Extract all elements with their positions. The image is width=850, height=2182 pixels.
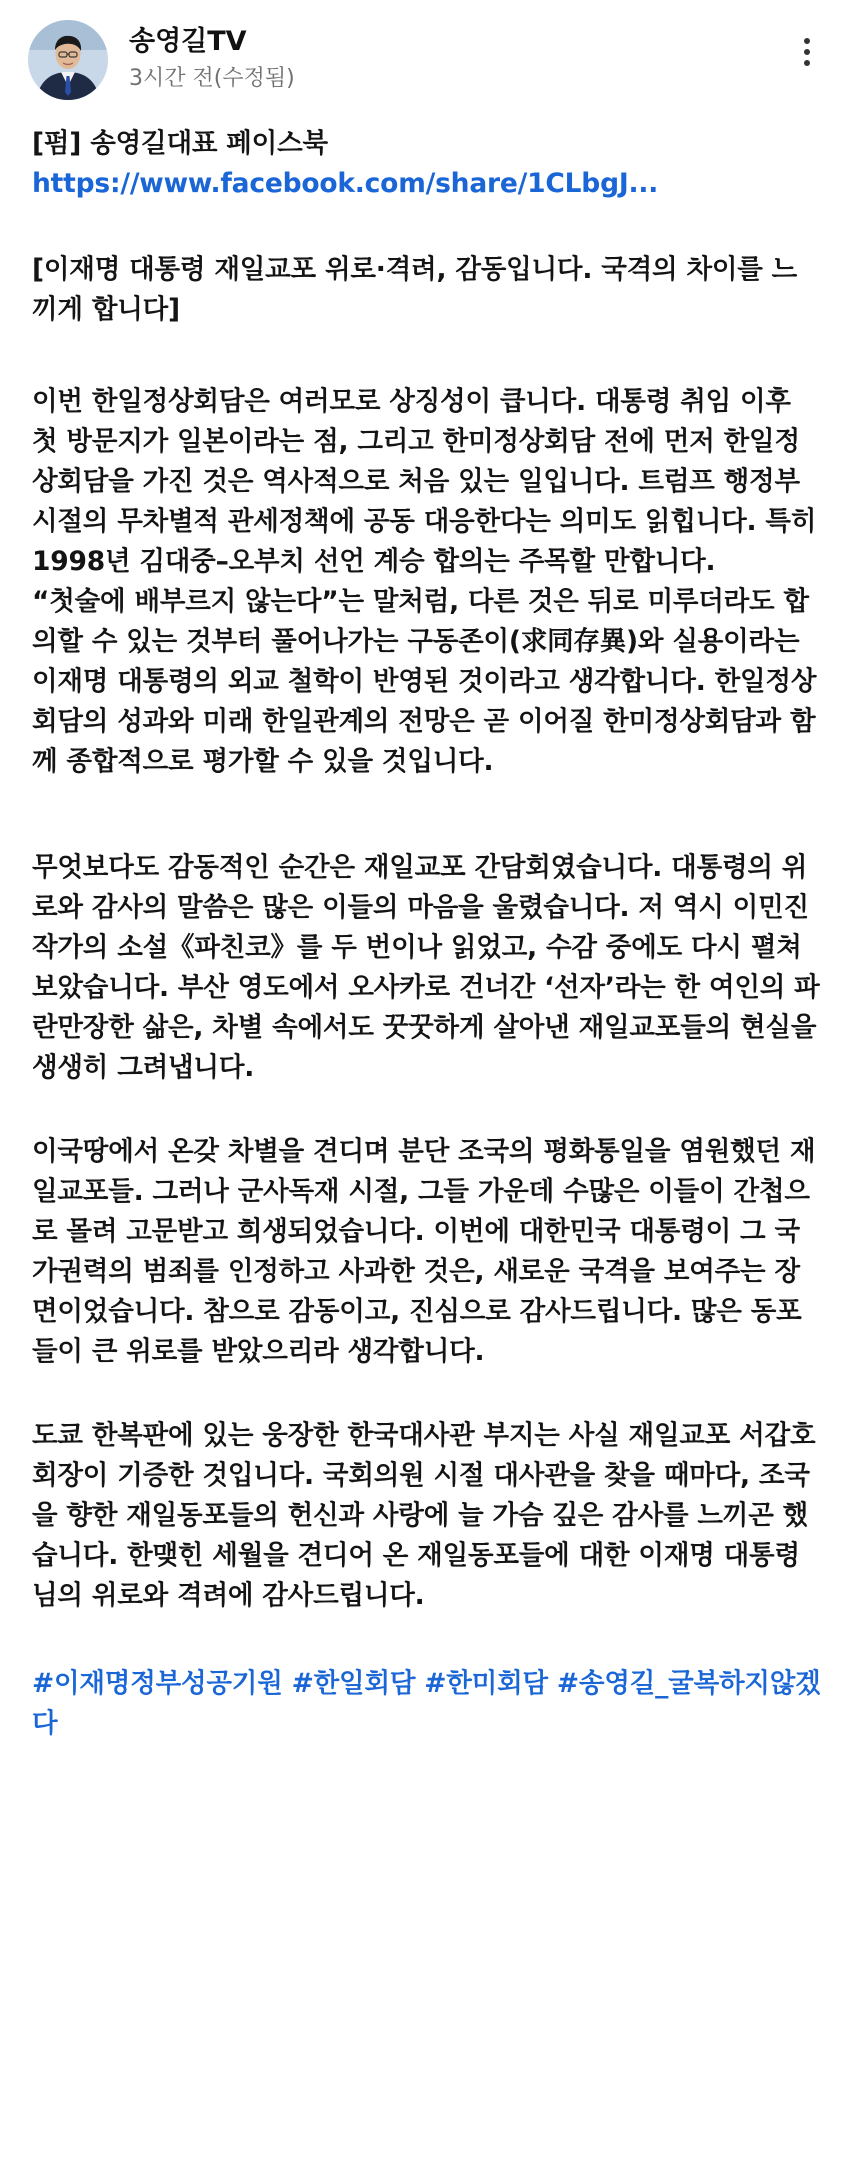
- post-timestamp: 3시간 전(수정됨): [129, 66, 295, 91]
- paragraph: 이번 한일정상회담은 여러모로 상징성이 큽니다. 대통령 취임 이후 첫 방문지가 일본이라는 점, 그리고 한미정상회담 전에 먼저 한일정상회담을 가진 것은 역사적으로 처음 있는 일입니다. 트럼프 행정부 시절의 무차별적 관세정책에 공동 대응한다는 의미도 읽힙니다. 특히 1998년 김대중–오부치 선언 계승 합의는 주목할 만합니다.: [32, 386, 817, 577]
- paragraph: 무엇보다도 감동적인 순간은 재일교포 간담회였습니다. 대통령의 위로와 감사의 말씀은 많은 이들의 마음을 울렸습니다. 저 역시 이민진 작가의 소설《파친코》를 두 번이나 읽었고, 수감 중에도 다시 펼쳐보았습니다. 부산 영도에서 오사카로 건너간 ‘선자’라는 한 여인의 파란만장한 삶은, 차별 속에서도 꿋꿋하게 살아낸 재일교포들의 현실을 생생히 그려냅니다.: [32, 852, 820, 1083]
- hashtag-link[interactable]: #이재명정부성공기원: [32, 1668, 283, 1699]
- share-label: [펌] 송영길대표 페이스북: [32, 128, 328, 159]
- avatar-photo: [28, 20, 108, 100]
- more-options-icon: [804, 49, 810, 55]
- post-body: [32, 124, 822, 1744]
- avatar[interactable]: [28, 20, 108, 100]
- paragraph: 도쿄 한복판에 있는 웅장한 한국대사관 부지는 사실 재일교포 서갑호 회장이 기증한 것입니다. 국회의원 시절 대사관을 찾을 때마다, 조국을 향한 재일동포들의 헌신과 사랑에 늘 가슴 깊은 감사를 느끼곤 했습니다. 한맺힌 세월을 견디어 온 재일동포들에 대한 이재명 대통령님의 위로와 격려에 감사드립니다.: [32, 1420, 816, 1611]
- more-options-button[interactable]: [792, 28, 822, 76]
- share-link[interactable]: https://www.facebook.com/share/1CLbgJ...: [32, 168, 659, 199]
- post-header: [28, 20, 822, 110]
- more-options-icon: [804, 60, 810, 66]
- quote-title: [이재명 대통령 재일교포 위로·격려, 감동입니다. 국격의 차이를 느끼게 합니다]: [32, 254, 798, 325]
- hashtag-list: [32, 1664, 822, 1744]
- hashtag-link[interactable]: #한미회담: [424, 1668, 548, 1699]
- paragraph: 이국땅에서 온갖 차별을 견디며 분단 조국의 평화통일을 염원했던 재일교포들. 그러나 군사독재 시절, 그들 가운데 수많은 이들이 간첩으로 몰려 고문받고 희생되었습니다. 이번에 대한민국 대통령이 그 국가권력의 범죄를 인정하고 사과한 것은, 새로운 국격을 보여주는 장면이었습니다. 참으로 감동이고, 진심으로 감사드립니다. 많은 동포들이 큰 위로를 받았으리라 생각합니다.: [32, 1136, 816, 1367]
- more-options-icon: [804, 38, 810, 44]
- hashtag-link[interactable]: #한일회담: [291, 1668, 416, 1699]
- paragraph: “첫술에 배부르지 않는다”는 말처럼, 다른 것은 뒤로 미루더라도 합의할 수 있는 것부터 풀어나가는 구동존이(求同存異)와 실용이라는 이재명 대통령의 외교 철학이 반영된 것이라고 생각합니다. 한일정상회담의 성과와 미래 한일관계의 전망은 곧 이어질 한미정상회담과 함께 종합적으로 평가할 수 있을 것입니다.: [32, 586, 817, 777]
- hashtag-link[interactable]: #송영길_굴복하지않겠다: [32, 1668, 821, 1739]
- author-name[interactable]: 송영길TV: [129, 26, 247, 57]
